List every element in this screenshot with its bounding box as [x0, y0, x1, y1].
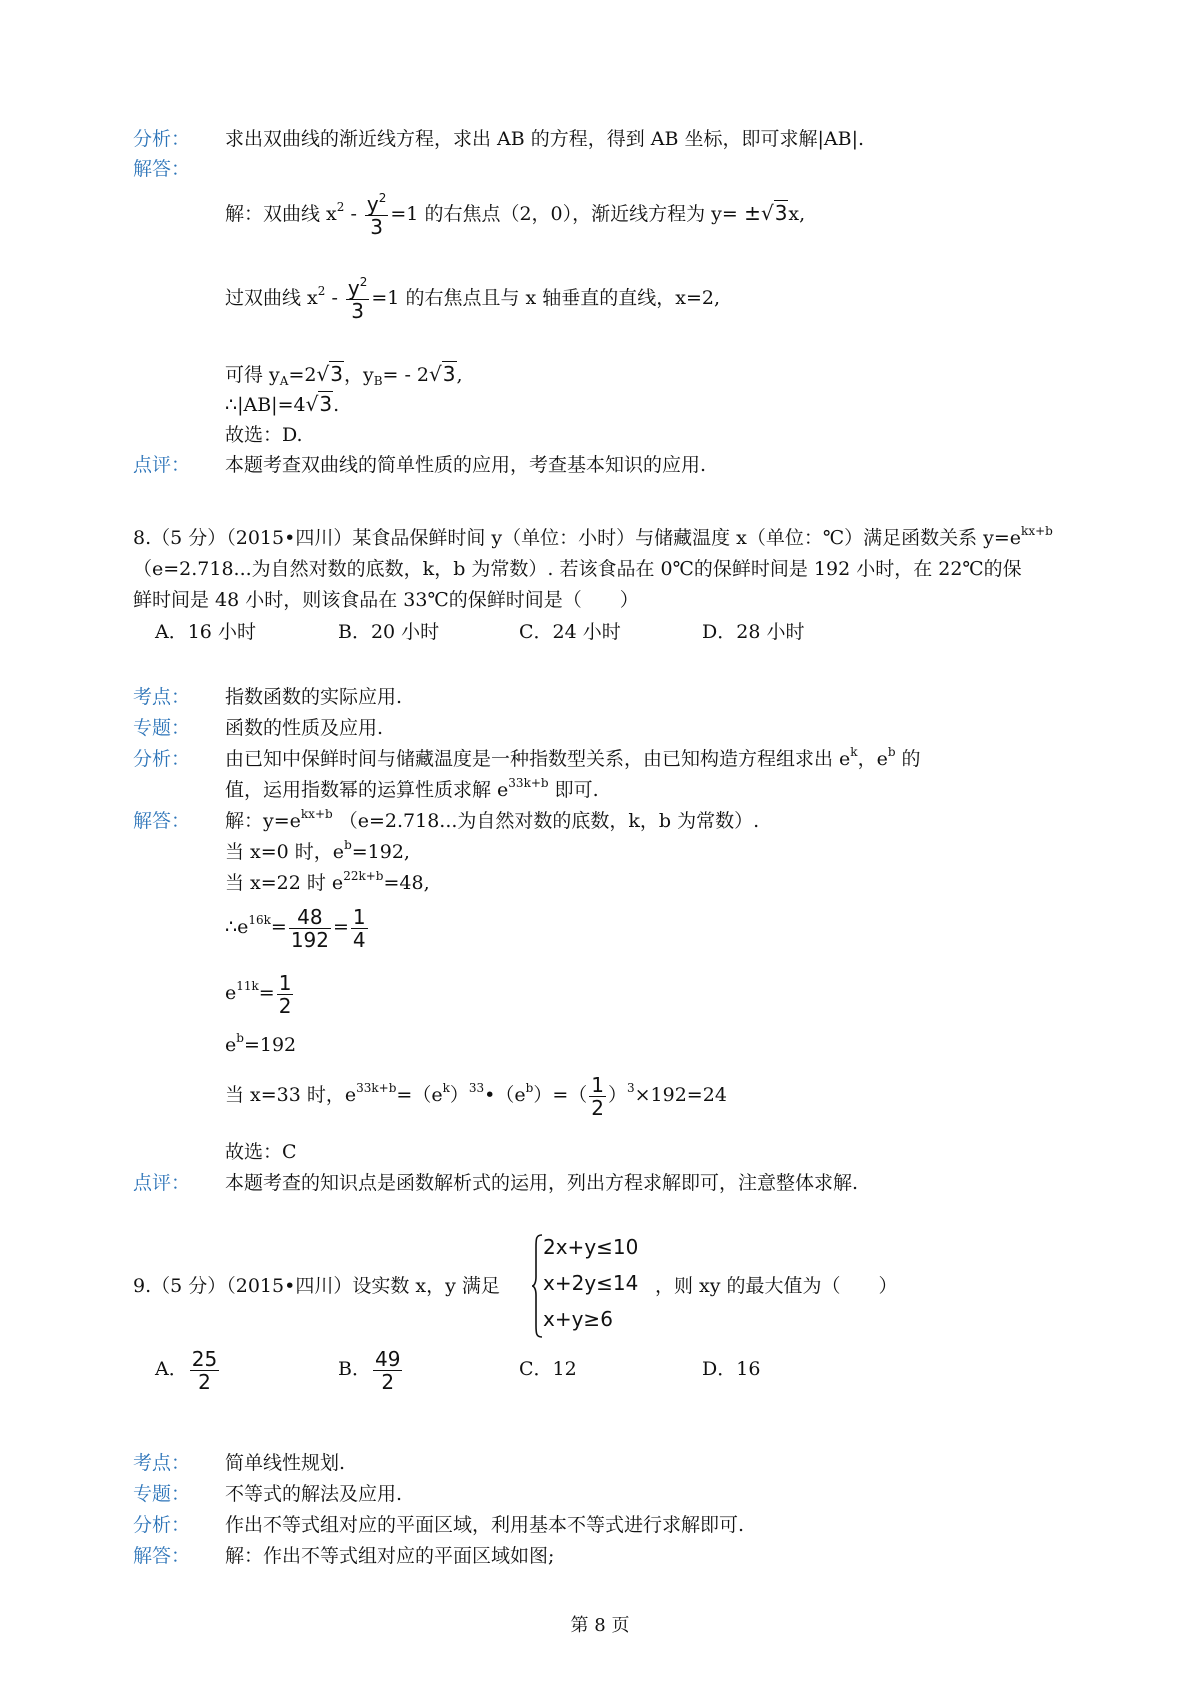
inequality-1: 2x+y≤10 [543, 1235, 639, 1259]
solution-line: 当 x=33 时，$e^{33k+b}=(e^k)^{33}•(e^b)=$（ $\frac{1}{2}$ ）$^3$×192=24 [225, 1072, 727, 1120]
fraction: $\frac{y^2}{3}$ [366, 190, 387, 239]
option-b: B．20 小时 [338, 621, 440, 643]
topic-text: 函数的性质及应用. [225, 717, 384, 739]
option-d: D．16 [702, 1358, 761, 1380]
fraction: $\frac{y^2}{3}$ [347, 274, 368, 323]
analysis-text: 值，运用指数幂的运算性质求解 $e^{33k+b}$ 即可. [225, 776, 599, 801]
analysis-label: 分析： [133, 748, 191, 770]
answer-label: 解答： [133, 158, 191, 180]
topic-label: 专题： [133, 717, 191, 739]
topic-text: 不等式的解法及应用. [225, 1483, 403, 1505]
solution-line: $e^{11k}=$ $\frac{1}{2}$ [225, 970, 292, 1018]
analysis-text: 由已知中保鲜时间与储藏温度是一种指数型关系，由已知构造方程组求出 $e^k$，$e^b$ 的 [225, 745, 921, 770]
question-stem: 8.（5 分）（2015•四川）某食品保鲜时间 y（单位：小时）与储藏温度 x（单位：℃）满足函数关系 $y=e^{kx+b}$ [133, 524, 1053, 549]
solution-line: 解：$y=e^{kx+b}$ （e=2.718...为自然对数的底数，k，b 为常数）. [225, 807, 760, 832]
option-a: A． $\frac{25}{2}$ [155, 1346, 218, 1394]
option-c: C．24 小时 [519, 621, 621, 643]
solution-line: 过双曲线 $x^2$ - $\frac{y^2}{3}$ =1 的右焦点且与 x 轴垂直的直线，x=2, [225, 274, 720, 323]
question-stem: ，则 xy 的最大值为（ ） [655, 1275, 898, 1297]
choice-line: 故选：C [225, 1141, 297, 1163]
comment-label: 点评： [133, 454, 191, 476]
option-b: B． $\frac{49}{2}$ [338, 1346, 401, 1394]
inequality-2: x+2y≤14 [543, 1271, 639, 1295]
option-c: C．12 [519, 1358, 577, 1380]
answer-label: 解答： [133, 1545, 191, 1567]
comment-label: 点评： [133, 1172, 191, 1194]
option-d: D．28 小时 [702, 621, 805, 643]
solution-line: $\therefore e^{16k}=$ $\frac{48}{192}$ = $\frac{1}{4}$ [225, 904, 366, 952]
question-stem: 鲜时间是 48 小时，则该食品在 33℃的保鲜时间是（ ） [133, 589, 639, 611]
comment-text: 本题考查双曲线的简单性质的应用，考查基本知识的应用. [225, 454, 707, 476]
solution-line: $e^b=192$ [225, 1031, 297, 1056]
analysis-text: 作出不等式组对应的平面区域，利用基本不等式进行求解即可. [225, 1514, 745, 1536]
solution-line: 当 x=22 时 $e^{22k+b}=48$, [225, 869, 430, 894]
comment-text: 本题考查的知识点是函数解析式的运用，列出方程求解即可，注意整体求解. [225, 1172, 859, 1194]
inequality-3: x+y≥6 [543, 1307, 613, 1331]
solution-line: 解：双曲线 $x^2$ - $\frac{y^2}{3}$ =1 的右焦点（2，0），渐近线方程为 y= ±√3x, [225, 190, 806, 239]
option-a: A．16 小时 [155, 621, 256, 643]
analysis-label: 分析： [133, 128, 191, 150]
solution-line: 当 x=0 时，$e^b=192$, [225, 838, 410, 863]
solution-line: 可得 $y_A=2√3$，$y_B= - 2√3$, [225, 362, 463, 388]
point-label: 考点： [133, 1452, 191, 1474]
topic-label: 专题： [133, 1483, 191, 1505]
point-text: 简单线性规划. [225, 1452, 346, 1474]
point-label: 考点： [133, 686, 191, 708]
choice-line: 故选：D. [225, 424, 303, 446]
question-stem: 9.（5 分）（2015•四川）设实数 x，y 满足 [133, 1275, 500, 1297]
analysis-text: 求出双曲线的渐近线方程，求出 AB 的方程，得到 AB 坐标，即可求解|AB|. [225, 128, 865, 150]
solution-line: ∴|AB|=4√3. [225, 392, 340, 416]
plus-minus-sqrt: ±√3 [744, 201, 788, 225]
analysis-label: 分析： [133, 1514, 191, 1536]
answer-text: 解：作出不等式组对应的平面区域如图; [225, 1545, 555, 1567]
left-brace-icon [531, 1233, 543, 1339]
page-footer: 第 8 页 [570, 1615, 630, 1636]
question-stem: （e=2.718...为自然对数的底数，k，b 为常数）. 若该食品在 0℃的保鲜时间是 192 小时，在 22℃的保 [133, 558, 1022, 580]
point-text: 指数函数的实际应用. [225, 686, 403, 708]
inequality-system [531, 1233, 671, 1339]
answer-label: 解答： [133, 810, 191, 832]
